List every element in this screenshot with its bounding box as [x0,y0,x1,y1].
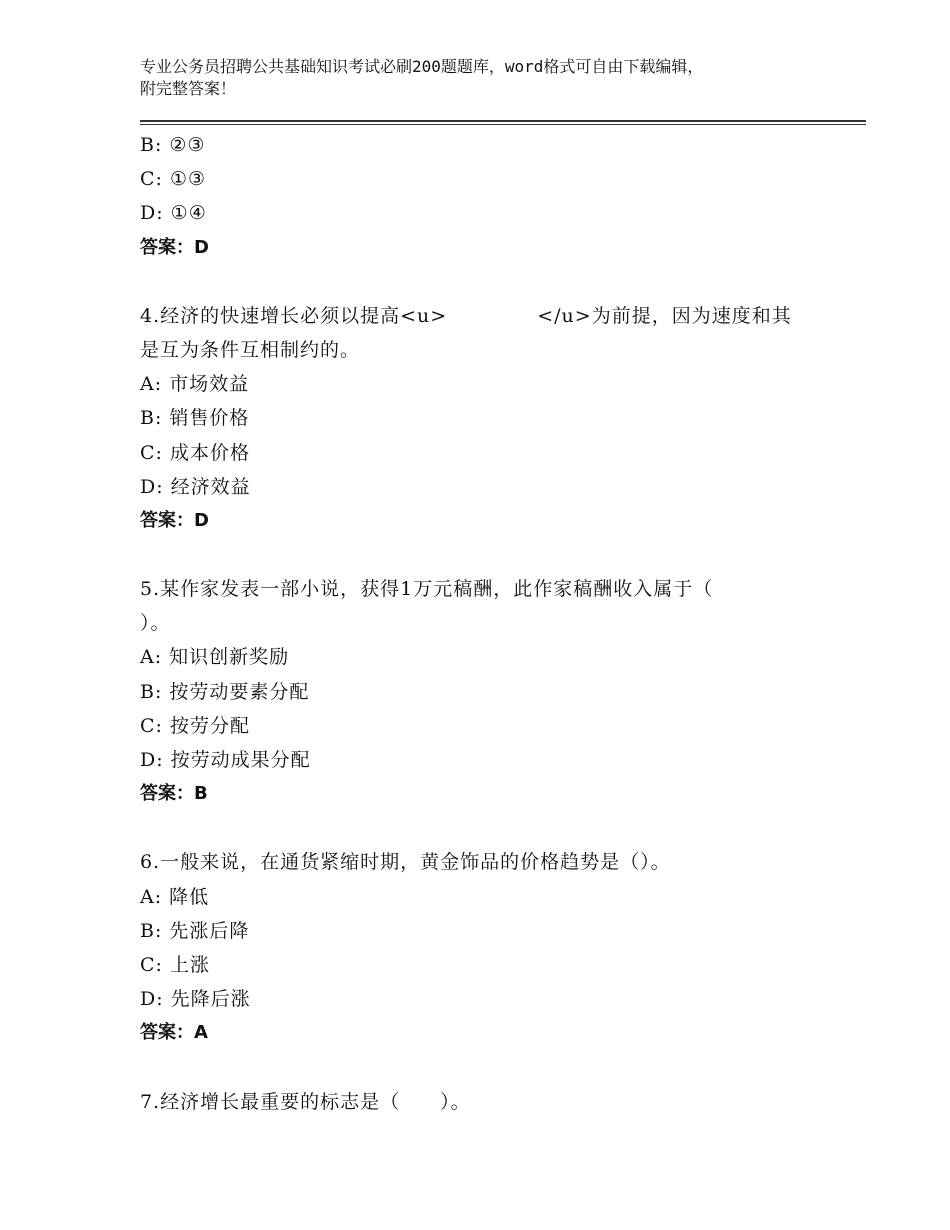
option-c: C: 按劳分配 [140,714,250,737]
answer-line: 答案：D [140,236,209,258]
question-content [140,128,820,1119]
option-d: D: 先降后涨 [140,988,251,1011]
answer-line: 答案：D [140,509,209,531]
question-stem [140,1085,820,1119]
option-b: B: ②③ [140,134,206,156]
header-divider-thick [140,120,866,122]
option-b: B: 先涨后降 [140,919,250,942]
question-4-block [140,299,820,538]
option-a: A: 知识创新奖励 [140,646,290,669]
question-stem [140,299,820,333]
stem-part: 4.经济的快速增长必须以提高<u> [140,304,448,327]
question-stem-continued: 是互为条件互相制约的。 [140,338,361,361]
option-d: D: 经济效益 [140,475,251,498]
header-divider-thin [140,124,866,125]
question-stem: 5.某作家发表一部小说，获得1万元稿酬，此作家稿酬收入属于（ [140,578,714,601]
question-3-block [140,128,820,265]
option-b: B: 销售价格 [140,407,250,430]
option-d: D: 按劳动成果分配 [140,749,311,771]
option-b: B: 按劳动要素分配 [140,680,310,703]
page-header [140,56,840,100]
spacer [140,538,820,572]
question-7-block [140,1085,820,1119]
spacer [140,811,820,845]
question-stem-continued: ）。 [140,612,171,635]
header-title-line2: 附完整答案！ [140,79,237,98]
stem-part: 7.经济增长最重要的标志是（ [140,1090,401,1113]
spacer [140,265,820,299]
question-6-block [140,845,820,1050]
question-stem: 6.一般来说，在通货紧缩时期，黄金饰品的价格趋势是（）。 [140,851,671,874]
spacer [140,1051,820,1085]
question-5-block [140,572,820,811]
option-c: C: 成本价格 [140,441,250,464]
header-title-line1: 专业公务员招聘公共基础知识考试必刷200题题库，word格式可自由下载编辑， [140,57,704,76]
option-a: A: 降低 [140,885,210,908]
stem-part: ）。 [440,1090,471,1113]
stem-part: </u>为前提，因为速度和其 [537,304,792,327]
option-a: A: 市场效益 [140,373,250,396]
answer-line: 答案：A [140,1022,208,1044]
option-c: C: ①③ [140,168,207,191]
answer-line: 答案：B [140,783,208,805]
option-c: C: 上涨 [140,953,210,976]
option-d: D: ①④ [140,202,207,225]
